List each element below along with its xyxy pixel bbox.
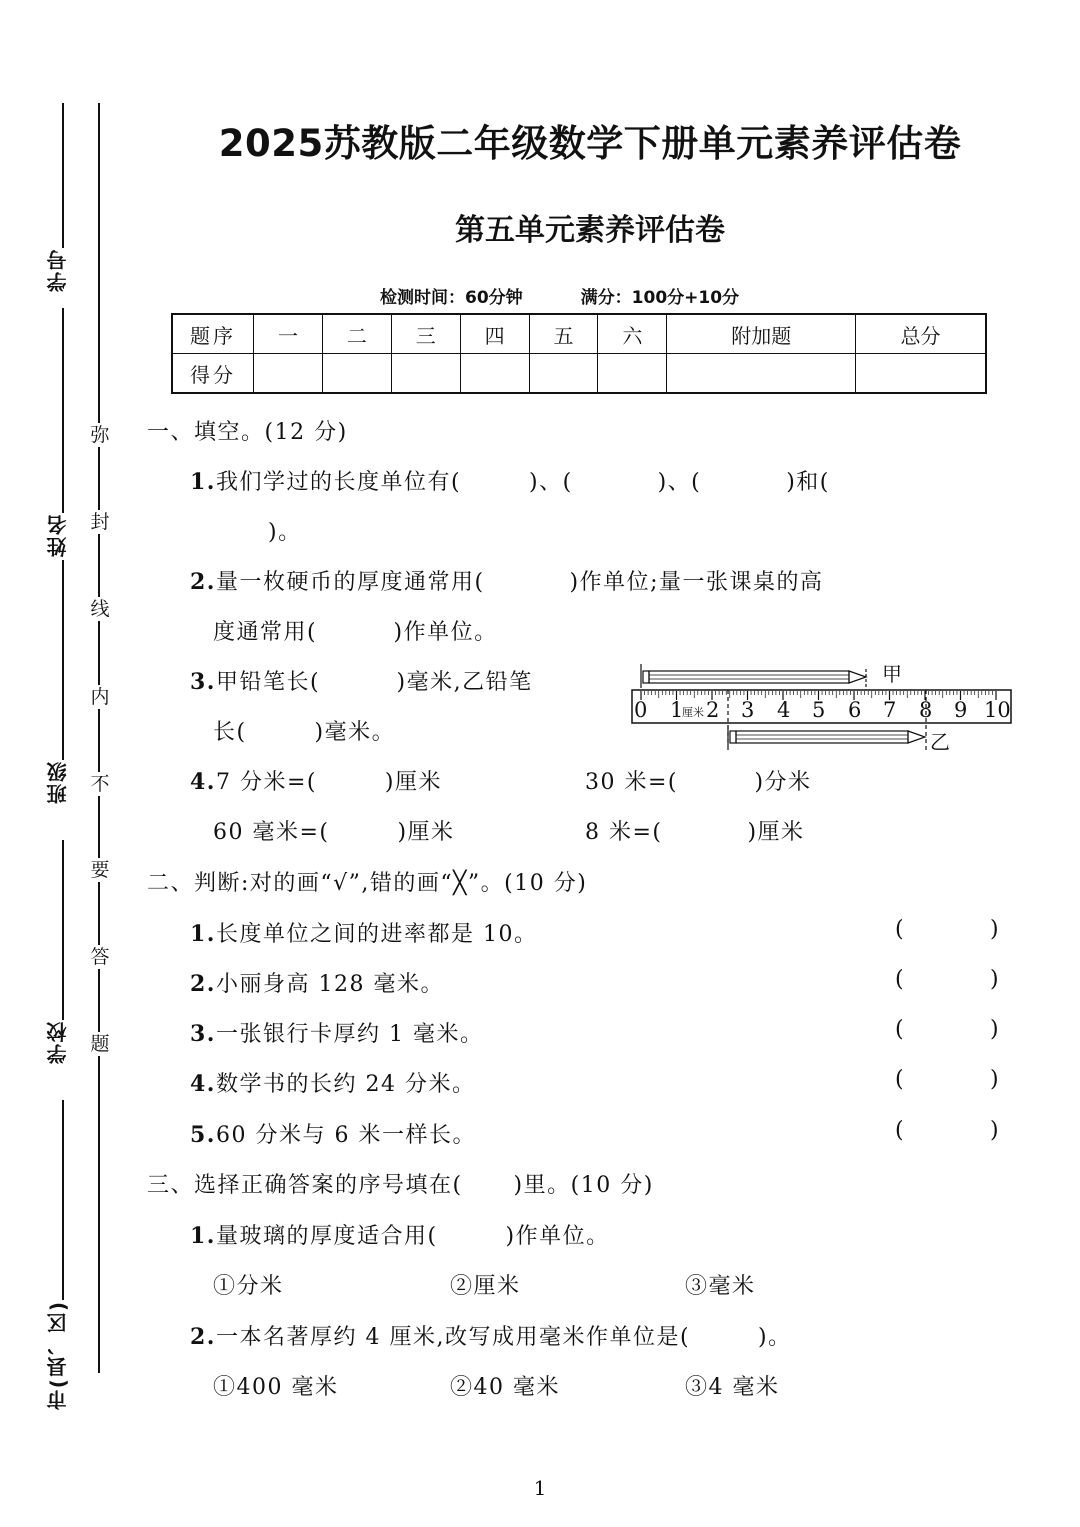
field-label-school: 学校 xyxy=(46,1020,70,1064)
ruler-label: 4 xyxy=(777,698,791,722)
section-heading-true-false: 二、判断:对的画“√”,错的画“╳”。(10 分) xyxy=(147,871,588,896)
question-1-3-cont: 长( )毫米。 xyxy=(213,720,396,745)
section-heading-fill-blank: 一、填空。(12 分) xyxy=(147,420,348,445)
score-input-cell[interactable] xyxy=(598,354,667,394)
option: ②40 毫米 xyxy=(450,1375,560,1400)
ruler-label: 3 xyxy=(741,698,755,722)
question-3-1: 1.量玻璃的厚度适合用( )作单位。 xyxy=(190,1223,610,1249)
score-input-cell[interactable] xyxy=(391,354,460,394)
score-input-cell[interactable] xyxy=(856,354,986,394)
score-input-cell[interactable] xyxy=(322,354,391,394)
score-input-cell[interactable] xyxy=(460,354,529,394)
field-label-city: 市(县、区) xyxy=(46,1300,70,1411)
seal-char: 内 xyxy=(88,685,112,709)
question-2-2: 2.小丽身高 128 毫米。 xyxy=(190,971,444,997)
question-1-3: 3.甲铅笔长( )毫米,乙铅笔 xyxy=(190,669,533,695)
field-label-student-id: 学号 xyxy=(46,248,70,292)
question-2-1: 1.长度单位之间的进率都是 10。 xyxy=(190,921,538,947)
seal-char: 题 xyxy=(88,1032,112,1056)
ruler-label: 6 xyxy=(848,698,862,722)
pencil-b-label: 乙 xyxy=(930,730,950,754)
ruler-labels xyxy=(630,698,1015,724)
score-cell: 六 xyxy=(598,314,667,354)
question-3-2: 2.一本名著厚约 4 厘米,改写成用毫米作单位是( )。 xyxy=(190,1324,792,1350)
score-input-cell[interactable] xyxy=(667,354,856,394)
answer-blank[interactable]: ( ) xyxy=(895,1118,1001,1143)
ruler-label: 8 xyxy=(919,698,933,722)
pencil-b-icon xyxy=(728,726,925,750)
answer-blank[interactable]: ( ) xyxy=(895,1017,1001,1042)
score-cell: 二 xyxy=(322,314,391,354)
field-line xyxy=(62,840,64,1020)
field-label-class: 班级 xyxy=(46,760,70,804)
answer-blank[interactable]: ( ) xyxy=(895,967,1001,992)
field-line xyxy=(62,1100,64,1300)
field-label-name: 姓名 xyxy=(46,513,70,557)
score-cell: 四 xyxy=(460,314,529,354)
ruler-label-unit: 厘米 xyxy=(682,706,704,719)
exam-meta xyxy=(380,283,739,308)
option: ①分米 xyxy=(213,1274,284,1299)
exam-time: 检测时间：60分钟 xyxy=(380,288,523,308)
page-title: 2025苏教版二年级数学下册单元素养评估卷 xyxy=(218,122,962,165)
question-1-2-cont: 度通常用( )作单位。 xyxy=(213,620,498,645)
option: ②厘米 xyxy=(450,1274,521,1299)
seal-line xyxy=(98,103,100,1373)
score-table xyxy=(171,313,987,394)
ruler-label: 9 xyxy=(954,698,968,722)
option: ③4 毫米 xyxy=(685,1375,780,1400)
question-1-4-item: 30 米=( )分米 xyxy=(585,770,812,795)
score-cell: 一 xyxy=(254,314,323,354)
seal-char: 要 xyxy=(88,858,112,882)
ruler-label: 10 xyxy=(984,698,1011,722)
question-1-4-item: 8 米=( )厘米 xyxy=(585,820,805,845)
score-cell: 三 xyxy=(391,314,460,354)
question-2-5: 5.60 分米与 6 米一样长。 xyxy=(190,1122,476,1148)
pencil-a-icon xyxy=(641,664,866,688)
question-1-2: 2.量一枚硬币的厚度通常用( )作单位;量一张课桌的高 xyxy=(190,569,824,595)
score-cell: 得分 xyxy=(172,354,254,394)
question-1-1: 1.我们学过的长度单位有( )、( )、( )和( xyxy=(190,469,830,495)
score-table-header-row xyxy=(172,314,986,354)
ruler-figure xyxy=(630,660,1015,754)
score-cell: 题序 xyxy=(172,314,254,354)
section-heading-multiple-choice: 三、选择正确答案的序号填在( )里。(10 分) xyxy=(147,1173,654,1198)
seal-char: 封 xyxy=(88,510,112,534)
ruler-label: 7 xyxy=(883,698,897,722)
page-number: 1 xyxy=(533,1476,547,1500)
seal-char: 线 xyxy=(88,597,112,621)
pencil-a-label: 甲 xyxy=(882,662,902,686)
option: ①400 毫米 xyxy=(213,1375,339,1400)
ruler-label: 2 xyxy=(706,698,720,722)
seal-char: 答 xyxy=(88,945,112,969)
score-cell: 附加题 xyxy=(667,314,856,354)
option: ③毫米 xyxy=(685,1274,756,1299)
field-line xyxy=(62,560,64,760)
score-cell: 五 xyxy=(529,314,598,354)
question-1-1-cont: )。 xyxy=(268,520,302,545)
score-cell: 总分 xyxy=(856,314,986,354)
full-score: 满分：100分+10分 xyxy=(580,288,740,308)
page-subtitle: 第五单元素养评估卷 xyxy=(455,213,725,248)
ruler-label: 0 xyxy=(634,698,648,722)
question-1-4-item: 60 毫米=( )厘米 xyxy=(213,820,455,845)
score-input-cell[interactable] xyxy=(254,354,323,394)
score-table-score-row xyxy=(172,354,986,394)
field-line xyxy=(62,308,64,513)
seal-char: 不 xyxy=(88,772,112,796)
score-input-cell[interactable] xyxy=(529,354,598,394)
question-1-4-row-1: 4.7 分米=( )厘米 xyxy=(190,769,443,795)
ruler-label: 5 xyxy=(812,698,826,722)
answer-blank[interactable]: ( ) xyxy=(895,917,1001,942)
ruler-label: 1 xyxy=(670,698,684,722)
answer-blank[interactable]: ( ) xyxy=(895,1067,1001,1092)
question-2-4: 4.数学书的长约 24 分米。 xyxy=(190,1071,476,1097)
question-2-3: 3.一张银行卡厚约 1 毫米。 xyxy=(190,1021,484,1047)
seal-char: 弥 xyxy=(88,423,112,447)
